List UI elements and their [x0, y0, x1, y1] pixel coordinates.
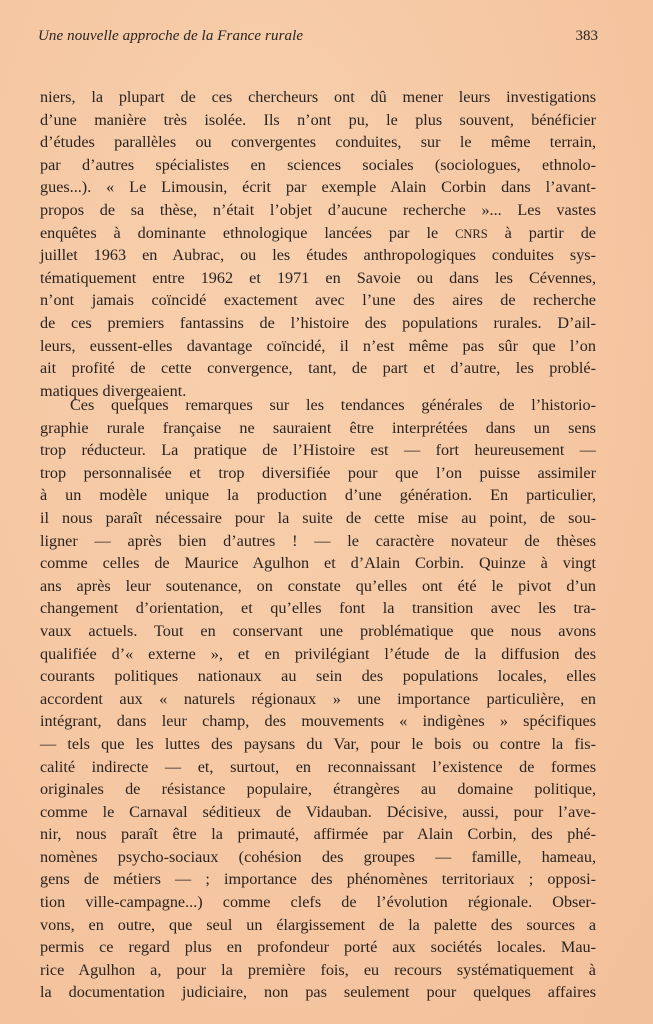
text-line: originales de résistance populaire, étrangères au domaine politique,: [40, 780, 596, 799]
text-line: rice Agulhon a, pour la première fois, eu recours systématiquement à: [40, 960, 596, 979]
text-line: ligner — après bien d’autres ! — le caractère novateur de thèses: [40, 531, 596, 550]
text-line: qualifiée d’« externe », et en privilégiant l’étude de la diffusion des: [40, 644, 596, 663]
text-line: juillet 1963 en Aubrac, ou les études anthropologiques conduites sys-: [40, 246, 596, 265]
text-line: d’études parallèles ou convergentes conduites, sur le même terrain,: [40, 133, 596, 152]
text-line: ait profité de cette convergence, tant, de part et d’autre, les problé-: [40, 359, 596, 378]
text-line: la documentation judiciaire, non pas seulement pour quelques affaires: [40, 983, 596, 1002]
text-line: trop réducteur. La pratique de l’Histoire est — fort heureusement —: [40, 441, 596, 460]
text-line: à un modèle unique la production d’une génération. En particulier,: [40, 486, 596, 505]
text-line: permis ce regard plus en profondeur porté aux sociétés locales. Mau-: [40, 938, 596, 957]
running-title: Une nouvelle approche de la France rurale: [38, 28, 304, 44]
text-line: changement d’orientation, et qu’elles font la transition avec les tra-: [40, 599, 596, 618]
text-line: calité indirecte — et, surtout, en reconnaissant l’existence de formes: [40, 757, 596, 776]
text-line: trop personnalisée et trop diversifiée pour que l’on puisse assimiler: [40, 463, 596, 482]
text-line: nomènes psycho-sociaux (cohésion des groupes — famille, hameau,: [40, 847, 596, 866]
running-header: [38, 28, 598, 50]
text-line: accordent aux « naturels régionaux » une importance particulière, en: [40, 689, 596, 708]
text-line: leurs, eussent-elles davantage coïncidé, il n’est même pas sûr que l’on: [40, 336, 596, 355]
text-line: n’ont jamais coïncidé exactement avec l’une des aires de recherche: [40, 291, 596, 310]
text-line: enquêtes à dominante ethnologique lancées par le CNRS à partir de: [40, 223, 596, 242]
text-line: vaux actuels. Tout en conservant une problématique que nous avons: [40, 621, 596, 640]
text-line: comme celles de Maurice Agulhon et d’Alain Corbin. Quinze à vingt: [40, 554, 596, 573]
text-line: intégrant, dans leur champ, des mouvements « indigènes » spécifiques: [40, 712, 596, 731]
text-line: tématiquement entre 1962 et 1971 en Savoie ou dans les Cévennes,: [40, 268, 596, 287]
text-line: niers, la plupart de ces chercheurs ont dû mener leurs investigations: [40, 88, 596, 106]
text-line: nir, nous paraît être la primauté, affirmée par Alain Corbin, des phé-: [40, 825, 596, 844]
page-number: 383: [575, 28, 598, 44]
text-line: par d’autres spécialistes en sciences sociales (sociologues, ethnolo-: [40, 155, 596, 174]
text-line: de ces premiers fantassins de l’histoire des populations rurales. D’ail-: [40, 313, 596, 332]
text-line: tion ville-campagne...) comme clefs de l’évolution régionale. Obser-: [40, 893, 596, 912]
text-line: il nous paraît nécessaire pour la suite de cette mise au point, de sou-: [40, 508, 596, 527]
text-line: ans après leur soutenance, on constate qu’elles ont été le pivot d’un: [40, 576, 596, 595]
text-line: d’une manière très isolée. Ils n’ont pu, le plus souvent, bénéficier: [40, 110, 596, 129]
text-line: — tels que les luttes des paysans du Var, pour le bois ou contre la fis-: [40, 734, 596, 753]
paragraph-2: [40, 394, 596, 1004]
text-line: graphie rurale française ne sauraient être interprétées dans un sens: [40, 418, 596, 437]
text-line: gens de métiers — ; importance des phénomènes territoriaux ; opposi-: [40, 870, 596, 889]
text-line: comme le Carnaval séditieux de Vidauban. Décisive, aussi, pour l’ave-: [40, 802, 596, 821]
text-line: vons, en outre, que seul un élargissement de la palette des sources a: [40, 915, 596, 934]
cnrs-acronym: CNRS: [455, 226, 488, 241]
text-line: propos de sa thèse, n’était l’objet d’aucune recherche »... Les vastes: [40, 200, 596, 219]
text-line: matiques divergeaient.: [40, 381, 187, 400]
paragraph-1: [40, 86, 596, 402]
text-line: gues...). « Le Limousin, écrit par exemple Alain Corbin dans l’avant-: [40, 178, 596, 197]
text-line: Ces quelques remarques sur les tendances générales de l’historio-: [70, 396, 596, 414]
text-line: courants politiques nationaux au sein des populations locales, elles: [40, 667, 596, 686]
